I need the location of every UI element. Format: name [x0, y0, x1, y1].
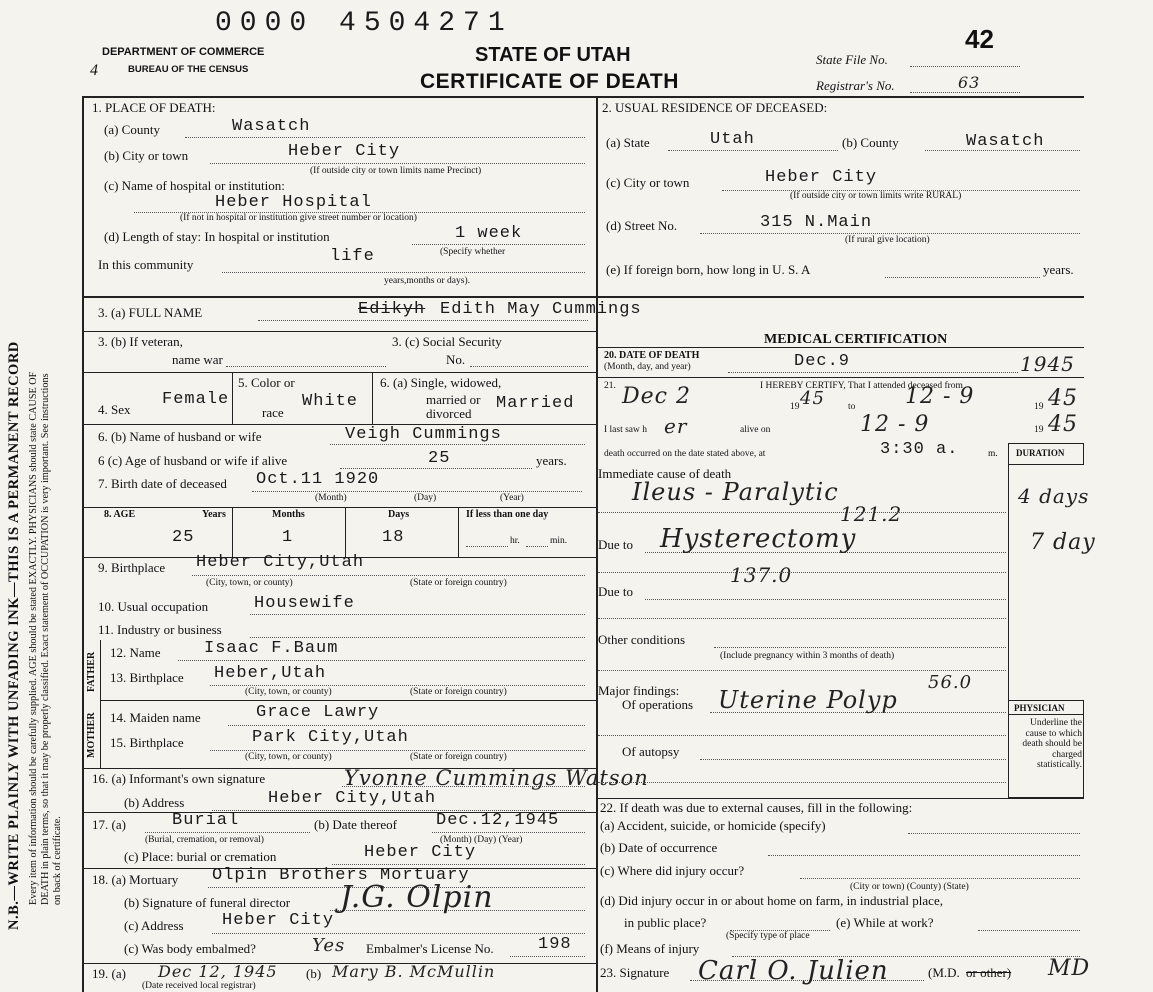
- burial-date-note: (Month) (Day) (Year): [440, 835, 523, 845]
- community-note: years,months or days).: [384, 276, 471, 286]
- birthplace: Heber City,Utah: [196, 553, 365, 572]
- serial-number: 0000 4504271: [215, 8, 513, 39]
- res-city-note: (If outside city or town limits write RURAL): [790, 191, 962, 201]
- full-name-struck: Edikyh: [358, 300, 426, 319]
- other-conditions-note: (Include pregnancy within 3 months of death): [720, 651, 895, 661]
- mother-bp-note-1: (City, town, or county): [245, 752, 332, 762]
- father-bp-note-2: (State or foreign country): [410, 687, 507, 697]
- burial-method: Burial: [172, 811, 240, 830]
- birthplace-label: 9. Birthplace: [98, 560, 166, 575]
- certificate-title: CERTIFICATE OF DEATH: [420, 70, 679, 93]
- to-year-prefix: 19: [1034, 402, 1044, 412]
- age-months-header: Months: [272, 509, 305, 520]
- director-signature-label: (b) Signature of funeral director: [124, 895, 291, 910]
- mortuary-address-label: (c) Address: [124, 918, 184, 933]
- embalmer-license-number: 198: [538, 935, 572, 954]
- dod-label: 20. DATE OF DEATH: [604, 350, 700, 361]
- full-name-label: 3. (a) FULL NAME: [98, 305, 203, 320]
- sex-label: 4. Sex: [98, 402, 131, 417]
- spouse-label: 6. (b) Name of husband or wife: [98, 429, 262, 444]
- min-label: min.: [550, 536, 568, 546]
- attended-to: 12 - 9: [905, 384, 975, 409]
- marital-value: Married: [496, 394, 575, 413]
- major-findings-label: Major findings:: [598, 683, 680, 698]
- occupation-label: 10. Usual occupation: [98, 599, 209, 614]
- embalmer-license-label: Embalmer's License No.: [366, 941, 494, 956]
- sex-value: Female: [162, 390, 230, 409]
- father-side-label: FATHER: [86, 651, 97, 692]
- registrar-signature-label: (b): [306, 966, 322, 981]
- external-causes-label: 22. If death was due to external causes, fill in the following:: [600, 800, 913, 815]
- attended-to-year: 45: [1048, 386, 1078, 411]
- birth-date: Oct.11 1920: [256, 470, 380, 489]
- age-less-day-header: If less than one day: [466, 509, 549, 520]
- instructions-line-1: Every item of information should be carefully supplied. AGE should be stated EXACTLY. PHYSICIANS should state CAUSE OF: [28, 371, 39, 905]
- mortuary-address: Heber City: [222, 911, 335, 930]
- mother-bp-note-2: (State or foreign country): [410, 752, 507, 762]
- age-days: 18: [382, 528, 405, 547]
- death-county: Wasatch: [232, 117, 311, 136]
- time-of-death: 3:30 a.: [880, 440, 959, 459]
- at-work-label: (e) While at work?: [836, 915, 934, 930]
- res-street: 315 N.Main: [760, 213, 873, 232]
- physician-header: PHYSICIAN: [1014, 703, 1065, 713]
- industry-label: 11. Industry or business: [98, 622, 222, 637]
- age-months: 1: [282, 528, 294, 547]
- state-title: STATE OF UTAH: [475, 44, 631, 66]
- foreign-suffix: years.: [1043, 262, 1074, 277]
- md-label: (M.D.: [928, 965, 960, 980]
- burial-date-label: (b) Date thereof: [314, 817, 398, 832]
- spouse-name: Veigh Cummings: [345, 425, 502, 444]
- marital-label: 6. (a) Single, widowed,: [380, 375, 502, 390]
- hospital-label: (c) Name of hospital or institution:: [104, 178, 285, 193]
- stay-label: (d) Length of stay: In hospital or institution: [104, 229, 330, 244]
- certify-text: I HEREBY CERTIFY, That I attended deceased from: [760, 381, 963, 391]
- operations-finding: Uterine Polyp: [718, 686, 898, 714]
- due-to-1-code: 137.0: [730, 563, 793, 587]
- mother-maiden-name: Grace Lawry: [256, 703, 380, 722]
- county-label: (a) County: [104, 122, 160, 137]
- marital-label-2: married or: [426, 392, 481, 407]
- foreign-label: (e) If foreign born, how long in U. S. A: [606, 262, 811, 277]
- corner-mark: 4: [90, 62, 98, 79]
- due-to-2-label: Due to: [598, 584, 634, 599]
- community-label: In this community: [98, 257, 194, 272]
- birthplace-note-1: (City, town, or county): [206, 578, 293, 588]
- age-days-header: Days: [388, 509, 410, 520]
- specify-place-note: (Specify type of place: [726, 931, 810, 941]
- full-name: Edith May Cummings: [440, 300, 642, 319]
- permanent-record-notice: N.B.—WRITE PLAINLY WITH UNFADING INK—THIS IS A PERMANENT RECORD: [6, 341, 22, 930]
- registrar-number: 63: [958, 73, 981, 92]
- informant-label: 16. (a) Informant's own signature: [92, 771, 266, 786]
- department: DEPARTMENT OF COMMERCE: [102, 46, 265, 58]
- mother-side-label: MOTHER: [86, 712, 97, 758]
- birthplace-note-2: (State or foreign country): [410, 578, 507, 588]
- received-date: Dec 12, 1945: [158, 962, 278, 981]
- race-value: White: [302, 392, 359, 411]
- occurrence-date-label: (b) Date of occurrence: [600, 840, 718, 855]
- burial-place-label: (c) Place: burial or cremation: [124, 849, 277, 864]
- father-birthplace-label: 13. Birthplace: [110, 670, 184, 685]
- spouse-age-years: years.: [536, 453, 567, 468]
- burial-date: Dec.12,1945: [436, 811, 560, 830]
- last-saw-year: 45: [1048, 412, 1078, 437]
- instructions-line-2: DEATH in plain terms, so that it may be properly classified. Exact statement of OCCUPATION is very important. See instructions: [40, 373, 51, 905]
- father-name-label: 12. Name: [110, 645, 161, 660]
- operations-label: Of operations: [622, 697, 694, 712]
- informant-signature: Yvonne Cummings Watson: [344, 766, 649, 790]
- medical-heading: MEDICAL CERTIFICATION: [764, 332, 948, 347]
- registrar-label: Registrar's No.: [816, 78, 895, 93]
- immediate-cause-code: 121.2: [840, 502, 903, 526]
- bureau: BUREAU OF THE CENSUS: [128, 64, 249, 75]
- physician-signature: Carl O. Julien: [698, 956, 889, 986]
- res-state: Utah: [710, 130, 755, 149]
- last-saw-label: I last saw h: [604, 425, 648, 435]
- city-county-state-note: (City or town) (County) (State): [850, 882, 969, 892]
- director-signature: J.G. Olpin: [340, 880, 494, 915]
- duration-header: DURATION: [1016, 448, 1065, 458]
- occupation: Housewife: [254, 594, 355, 613]
- mother-name-label: 14. Maiden name: [110, 710, 201, 725]
- immediate-duration: 4 days: [1018, 484, 1090, 508]
- birth-day-note: (Day): [414, 493, 437, 503]
- time-of-death-suffix: m.: [988, 449, 998, 459]
- accident-label: (a) Accident, suicide, or homicide (specify): [600, 818, 826, 833]
- immediate-cause: Ileus - Paralytic: [632, 478, 839, 506]
- hospital-name: Heber Hospital: [215, 193, 372, 212]
- hr-label: hr.: [510, 536, 520, 546]
- spouse-age-label: 6 (c) Age of husband or wife if alive: [98, 453, 288, 468]
- received-label: 19. (a): [92, 966, 126, 981]
- page-number: 42: [965, 24, 994, 54]
- received-note: (Date received local registrar): [142, 981, 256, 991]
- other-conditions-label: Other conditions: [598, 632, 686, 647]
- last-saw-pronoun: er: [664, 414, 688, 438]
- burial-place: Heber City: [364, 843, 477, 862]
- instructions-line-3: on back of certificate.: [52, 816, 63, 905]
- father-name: Isaac F.Baum: [204, 639, 339, 658]
- father-bp-note-1: (City, town, or county): [245, 687, 332, 697]
- informant-address: Heber City,Utah: [268, 789, 437, 808]
- war-label: name war: [172, 352, 223, 367]
- birth-year-note: (Year): [500, 493, 524, 503]
- due-to-1-label: Due to: [598, 537, 634, 552]
- state-file-label: State File No.: [816, 52, 888, 67]
- mortuary-label: 18. (a) Mortuary: [92, 872, 179, 887]
- marital-label-3: divorced: [426, 406, 472, 421]
- death-occurred-label: death occurred on the date stated above, at: [604, 449, 766, 459]
- mother-birthplace: Park City,Utah: [252, 728, 409, 747]
- md-struck: or other): [966, 965, 1012, 980]
- dod-note: (Month, day, and year): [604, 362, 691, 372]
- last-saw-date: 12 - 9: [860, 412, 930, 437]
- date-of-death: Dec.9: [794, 352, 851, 371]
- death-city: Heber City: [288, 142, 401, 161]
- res-city-label: (c) City or town: [606, 175, 690, 190]
- registrar-signature: Mary B. McMullin: [332, 962, 496, 981]
- md-handwritten: MD: [1048, 956, 1091, 981]
- age-years-header: Years: [202, 509, 226, 520]
- from-year-prefix: 19: [790, 402, 800, 412]
- father-birthplace: Heber,Utah: [214, 664, 327, 683]
- burial-label: 17. (a): [92, 817, 126, 832]
- stay-community: life: [330, 247, 375, 266]
- embalmed-value: Yes: [312, 935, 346, 956]
- embalmed-label: (c) Was body embalmed?: [124, 941, 256, 956]
- age-years: 25: [172, 528, 195, 547]
- res-county: Wasatch: [966, 132, 1045, 151]
- hospital-note: (If not in hospital or institution give street number or location): [180, 213, 417, 223]
- operations-code: 56.0: [928, 672, 973, 693]
- stay-hospital: 1 week: [455, 224, 523, 243]
- ssn-no-label: No.: [446, 352, 466, 367]
- color-label: 5. Color or: [238, 375, 295, 390]
- means-of-injury-label: (f) Means of injury: [600, 941, 700, 956]
- res-county-label: (b) County: [842, 135, 899, 150]
- birth-month-note: (Month): [315, 493, 347, 503]
- immediate-cause-label: Immediate cause of death: [598, 466, 732, 481]
- mortuary-name: Olpin Brothers Mortuary: [212, 866, 470, 885]
- autopsy-label: Of autopsy: [622, 744, 680, 759]
- injury-where-label: (c) Where did injury occur?: [600, 863, 745, 878]
- mother-birthplace-label: 15. Birthplace: [110, 735, 184, 750]
- informant-address-label: (b) Address: [124, 795, 185, 810]
- signature-label: 23. Signature: [600, 965, 670, 980]
- certify-number: 21.: [604, 381, 616, 391]
- age-label: 8. AGE: [104, 509, 136, 520]
- due-to-1: Hysterectomy: [660, 524, 857, 554]
- res-street-label: (d) Street No.: [606, 218, 678, 233]
- attended-to-label: to: [848, 402, 856, 412]
- res-city: Heber City: [765, 168, 878, 187]
- public-place-label: in public place?: [624, 915, 707, 930]
- burial-note: (Burial, cremation, or removal): [145, 835, 264, 845]
- death-year: 1945: [1020, 352, 1075, 376]
- place-of-death-heading: 1. PLACE OF DEATH:: [92, 100, 216, 115]
- ssn-label: 3. (c) Social Security: [392, 334, 502, 349]
- attended-from: Dec 2: [622, 384, 691, 409]
- injury-home-label: (d) Did injury occur in or about home on farm, in industrial place,: [600, 893, 943, 908]
- physician-note: Underline the cause to which death should be charged statistically.: [1022, 718, 1082, 770]
- res-street-note: (If rural give location): [845, 235, 930, 245]
- veteran-label: 3. (b) If veteran,: [98, 334, 183, 349]
- res-state-label: (a) State: [606, 135, 650, 150]
- city-label: (b) City or town: [104, 148, 189, 163]
- due-to-1-duration: 7 day: [1030, 530, 1096, 555]
- residence-heading: 2. USUAL RESIDENCE OF DECEASED:: [602, 100, 828, 115]
- death-city-note: (If outside city or town limits name Precinct): [310, 166, 482, 176]
- attended-from-year: 45: [800, 388, 825, 409]
- spouse-age: 25: [428, 449, 451, 468]
- last-saw-year-prefix: 19: [1034, 425, 1044, 435]
- race-label: race: [262, 405, 284, 420]
- stay-note: (Specify whether: [440, 247, 506, 257]
- birth-label: 7. Birth date of deceased: [98, 476, 227, 491]
- alive-on-label: alive on: [740, 425, 771, 435]
